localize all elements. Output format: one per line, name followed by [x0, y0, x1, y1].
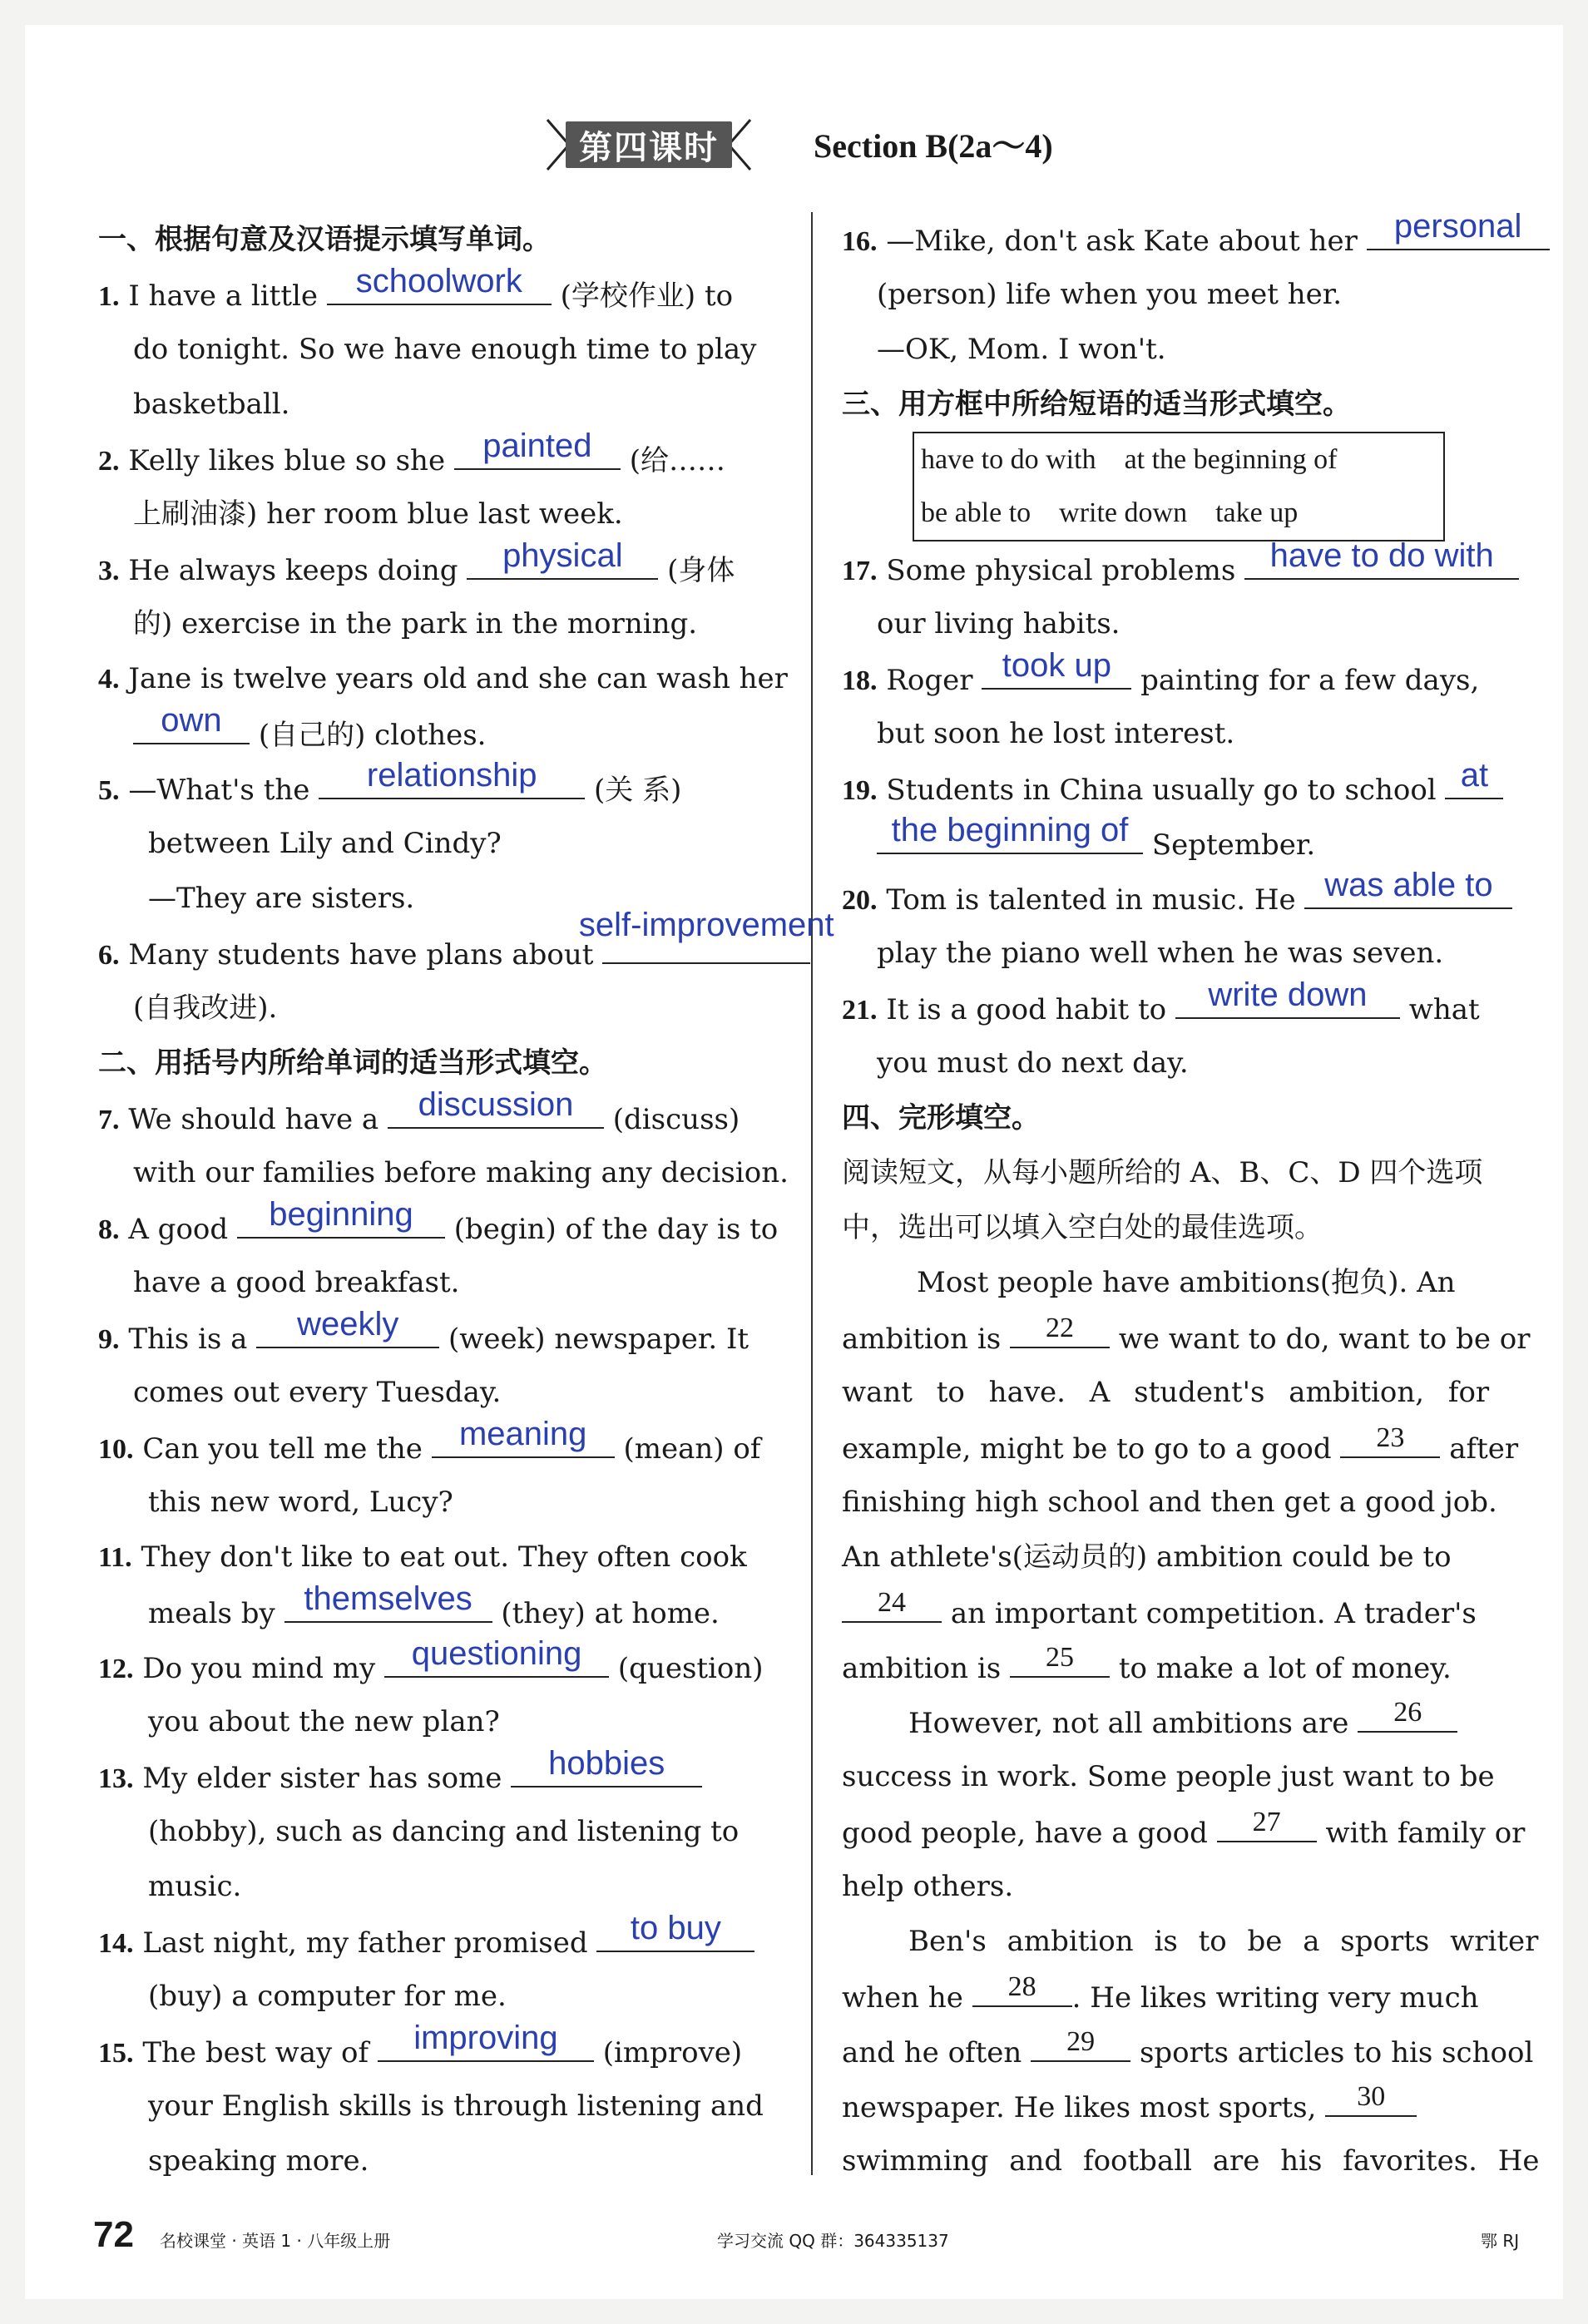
q10-text-b: (mean) of [623, 1432, 761, 1466]
q10-number: 10. [98, 1434, 134, 1465]
blank-22-number: 22 [1046, 1313, 1074, 1343]
q3-line2: 的) exercise in the park in the morning. [133, 607, 698, 640]
q13-blank[interactable] [511, 1745, 702, 1788]
q5-answer: relationship [366, 757, 537, 794]
passage-15a: and he often [842, 2036, 1022, 2069]
q12-text-a: Do you mind my [142, 1652, 376, 1685]
left-column [98, 212, 834, 2188]
blank-26[interactable] [1358, 1694, 1457, 1733]
passage-11b: with family or [1325, 1817, 1526, 1850]
passage-9a: However, not all ambitions are [908, 1707, 1349, 1740]
q6-text-a: Many students have plans about [128, 938, 594, 972]
q2-text-a: Kelly likes blue so she [128, 444, 446, 477]
blank-26-number: 26 [1393, 1697, 1422, 1728]
q6-line2: (自我改进). [133, 991, 278, 1025]
passage-line-13: Ben's ambition is to be a sports writer [908, 1925, 1539, 1958]
q11-text-c: (they) at home. [501, 1597, 720, 1630]
q19-blank-2[interactable] [877, 812, 1143, 854]
q19-answer-2: the beginning of [891, 812, 1129, 848]
passage-line-8 [842, 1639, 1520, 1694]
q12-answer: questioning [411, 1635, 582, 1672]
q20-blank[interactable] [1304, 867, 1512, 909]
passage-line-10: success in work. Some people just want to be [842, 1760, 1495, 1793]
q8-blank[interactable] [237, 1196, 445, 1239]
q18-blank[interactable] [982, 647, 1131, 690]
qq-group: 学习交流 QQ 群：364335137 [717, 2231, 949, 2251]
q21-number: 21. [842, 995, 878, 1026]
passage-2a: ambition is [842, 1323, 1002, 1356]
edition-label: 鄂 RJ [1481, 2231, 1520, 2251]
q21-line1 [842, 977, 1520, 1036]
blank-27[interactable] [1217, 1804, 1317, 1842]
passage-line-5: finishing high school and then get a good job. [842, 1486, 1497, 1519]
q4-blank[interactable] [133, 702, 250, 744]
q12-text-b: (question) [617, 1652, 764, 1685]
passage-line-9 [842, 1694, 1520, 1749]
q19-answer-1: at [1460, 757, 1489, 794]
passage-4b: after [1449, 1432, 1519, 1466]
passage-line-2 [842, 1310, 1531, 1365]
lesson-label: 第四课时 [579, 128, 719, 167]
passage-line-1: Most people have ambitions(抱负). An [917, 1266, 1456, 1299]
blank-23[interactable] [1340, 1420, 1440, 1458]
q3-line1 [98, 537, 780, 596]
q14-number: 14. [98, 1928, 134, 1959]
q5-text-b: (关 系) [594, 774, 682, 807]
q16-blank[interactable] [1367, 208, 1550, 250]
q7-line1 [98, 1086, 780, 1145]
q17-line1 [842, 537, 1520, 596]
passage-8b: to make a lot of money. [1118, 1652, 1452, 1685]
q2-number: 2. [98, 446, 120, 477]
q3-number: 3. [98, 556, 120, 586]
q15-answer: improving [413, 2020, 558, 2056]
passage-line-4 [842, 1420, 1520, 1475]
q8-text-b: (begin) of the day is to [453, 1213, 779, 1246]
passage-line-16 [842, 2079, 1520, 2134]
q15-text-a: The best way of [142, 2036, 369, 2069]
page-number: 72 [93, 2214, 134, 2255]
q2-blank[interactable] [454, 428, 621, 470]
q5-number: 5. [98, 775, 120, 806]
q7-blank[interactable] [388, 1086, 604, 1129]
q20-number: 20. [842, 885, 878, 916]
q8-number: 8. [98, 1214, 120, 1245]
passage-line-11 [842, 1804, 1526, 1859]
passage-line-14 [842, 1969, 1520, 2024]
blank-30-number: 30 [1357, 2081, 1386, 2112]
blank-23-number: 23 [1376, 1422, 1405, 1453]
q8-line1 [98, 1196, 780, 1255]
part3-title: 三、用方框中所给短语的适当形式填空。 [842, 388, 1351, 421]
q8-line2: have a good breakfast. [133, 1266, 460, 1299]
q13-line2: (hobby), such as dancing and listening to [148, 1815, 740, 1848]
q9-text-a: This is a [128, 1323, 248, 1356]
blank-25-number: 25 [1046, 1642, 1074, 1673]
passage-14a: when he [842, 1981, 963, 2015]
blank-25[interactable] [1010, 1639, 1110, 1678]
q1-text-a: I have a little [128, 279, 319, 313]
q4-text-b: (自己的) clothes. [258, 719, 487, 752]
q15-line2: your English skills is through listening and [148, 2089, 764, 2123]
q18-text-b: painting for a few days, [1140, 664, 1480, 697]
passage-line-3: want to have. A student's ambition, for [842, 1376, 1490, 1409]
blank-28-number: 28 [1007, 1971, 1036, 2002]
q9-text-b: (week) newspaper. It [448, 1323, 749, 1356]
q12-line1 [98, 1635, 780, 1694]
q21-blank[interactable] [1175, 977, 1400, 1019]
q3-blank[interactable] [467, 537, 658, 580]
part4-title: 四、完形填空。 [842, 1101, 1040, 1135]
q11-number: 11. [98, 1542, 132, 1573]
q21-line2: you must do next day. [877, 1046, 1189, 1080]
q14-line1 [98, 1910, 780, 1969]
q3-text-a: He always keeps doing [128, 554, 458, 587]
q7-text-a: We should have a [128, 1103, 379, 1136]
passage-8a: ambition is [842, 1652, 1002, 1685]
q3-answer: physical [502, 537, 623, 574]
q7-number: 7. [98, 1105, 120, 1135]
q14-answer: to buy [630, 1910, 721, 1946]
q15-blank[interactable] [378, 2020, 594, 2062]
passage-7: an important competition. A trader's [950, 1597, 1477, 1630]
passage-11a: good people, have a good [842, 1817, 1208, 1850]
q5-blank[interactable] [319, 757, 585, 799]
q6-line1 [98, 907, 834, 981]
q1-answer: schoolwork [355, 263, 522, 299]
q16-text-a: —Mike, don't ask Kate about her [886, 225, 1358, 258]
q18-number: 18. [842, 665, 878, 696]
passage-line-15 [842, 2024, 1534, 2079]
q1-text-b: (学校作业) to [560, 279, 734, 313]
q14-blank[interactable] [596, 1910, 754, 1952]
q20-line2: play the piano well when he was seven. [877, 937, 1444, 970]
passage-line-6: An athlete's(运动员的) ambition could be to [842, 1540, 1452, 1574]
q4-line2 [98, 702, 780, 761]
q2-text-b: (给…… [629, 444, 725, 477]
part2-title: 二、用括号内所给单词的适当形式填空。 [98, 1046, 607, 1080]
q8-answer: beginning [269, 1196, 413, 1233]
q13-number: 13. [98, 1763, 134, 1794]
q1-line3: basketball. [133, 388, 290, 421]
q17-line2: our living habits. [877, 607, 1121, 640]
phrase-row-1: have to do with at the beginning of [921, 444, 1338, 475]
q19-line2 [842, 812, 1520, 871]
q9-blank[interactable] [256, 1306, 439, 1348]
q19-text-b: September. [1151, 828, 1316, 862]
q17-number: 17. [842, 556, 878, 586]
q16-line2: (person) life when you meet her. [877, 278, 1343, 311]
q2-line1 [98, 428, 780, 487]
q19-line1 [842, 757, 1520, 816]
phrase-box [913, 432, 1445, 541]
q6-answer: self-improvement [578, 907, 834, 943]
blank-24-number: 24 [878, 1587, 906, 1618]
q13-text-a: My elder sister has some [142, 1762, 502, 1795]
q7-text-b: (discuss) [612, 1103, 740, 1136]
q3-text-b: (身体 [667, 554, 735, 587]
blank-28[interactable] [972, 1969, 1072, 2007]
q17-blank[interactable] [1244, 537, 1519, 580]
q16-line3: —OK, Mom. I won't. [877, 333, 1166, 366]
q5-line2: between Lily and Cindy? [148, 827, 502, 860]
q6-blank[interactable] [578, 907, 834, 964]
q13-line3: music. [148, 1870, 242, 1903]
lesson-badge [532, 118, 765, 171]
q13-answer: hobbies [548, 1745, 665, 1782]
section-title: Section B(2a～4) [814, 127, 1053, 165]
q11-text-a: They don't like to eat out. They often cook [141, 1540, 747, 1574]
q10-line1 [98, 1416, 780, 1475]
blank-30[interactable] [1325, 2079, 1417, 2117]
q1-line2: do tonight. So we have enough time to play [133, 333, 757, 366]
q17-answer: have to do with [1269, 537, 1494, 574]
q16-answer: personal [1393, 208, 1522, 245]
part1-title: 一、根据句意及汉语提示填写单词。 [98, 223, 551, 256]
q18-line2: but soon he lost interest. [877, 717, 1235, 750]
passage-14b: . He likes writing very much [1071, 1981, 1479, 2015]
q19-number: 19. [842, 775, 878, 806]
blank-27-number: 27 [1252, 1807, 1281, 1837]
q18-line1 [842, 647, 1520, 706]
passage-line-12: help others. [842, 1870, 1014, 1903]
q10-answer: meaning [458, 1416, 587, 1452]
q18-answer: took up [1002, 647, 1111, 684]
instruction-2: 中，选出可以填入空白处的最佳选项。 [842, 1211, 1323, 1244]
q1-line1 [98, 263, 780, 322]
q10-text-a: Can you tell me the [142, 1432, 423, 1466]
passage-16a: newspaper. He likes most sports, [842, 2091, 1317, 2124]
q7-line2: with our families before making any decision. [133, 1156, 789, 1189]
q15-line3: speaking more. [148, 2144, 369, 2178]
q14-text-a: Last night, my father promised [142, 1926, 588, 1960]
blank-29[interactable] [1031, 2024, 1130, 2062]
q1-number: 1. [98, 281, 120, 312]
q15-text-b: (improve) [602, 2036, 743, 2069]
book-title: 名校课堂 · 英语 1 · 八年级上册 [160, 2231, 391, 2251]
q21-text-a: It is a good habit to [886, 993, 1167, 1026]
q9-answer: weekly [297, 1306, 399, 1342]
q20-answer: was able to [1324, 867, 1493, 903]
right-column [842, 208, 1540, 2188]
q21-text-b: what [1408, 993, 1480, 1026]
q11-blank[interactable] [284, 1580, 492, 1623]
q8-text-a: A good [128, 1213, 229, 1246]
q7-answer: discussion [418, 1086, 574, 1123]
q15-line1 [98, 2020, 780, 2079]
q18-text-a: Roger [886, 664, 973, 697]
q4-number: 4. [98, 664, 120, 695]
q5-text-a: —What's the [128, 774, 310, 807]
q21-answer: write down [1208, 977, 1368, 1013]
q12-line2: you about the new plan? [148, 1705, 500, 1738]
q10-line2: this new word, Lucy? [148, 1486, 453, 1519]
q11-text-b: meals by [148, 1597, 275, 1630]
passage-line-17: swimming and football are his favorites. He [842, 2144, 1540, 2178]
passage-2b: we want to do, want to be or [1118, 1323, 1531, 1356]
q12-number: 12. [98, 1654, 134, 1684]
q4-answer: own [161, 702, 222, 739]
passage-15b: sports articles to his school [1139, 2036, 1534, 2069]
q9-number: 9. [98, 1324, 120, 1355]
q11-line2 [98, 1580, 780, 1639]
q12-blank[interactable] [384, 1635, 609, 1678]
q15-number: 15. [98, 2038, 134, 2069]
q13-line1 [98, 1745, 780, 1804]
blank-24[interactable] [842, 1585, 942, 1623]
passage-line-7 [842, 1585, 1520, 1639]
q2-answer: painted [482, 428, 592, 464]
q2-line2: 上刷油漆) her room blue last week. [133, 497, 623, 531]
q4-line1 [98, 651, 788, 706]
q20-text-a: Tom is talented in music. He [886, 883, 1296, 917]
q11-line1 [98, 1530, 780, 1585]
q10-blank[interactable] [432, 1416, 615, 1458]
q5-line3: —They are sisters. [148, 882, 415, 915]
instruction-1: 阅读短文，从每小题所给的 A、B、C、D 四个选项 [842, 1156, 1483, 1189]
q14-line2: (buy) a computer for me. [148, 1980, 507, 2013]
q4-text-a: Jane is twelve years old and she can wash her [128, 662, 788, 695]
q20-line1 [842, 867, 1520, 926]
q16-line1 [842, 208, 1522, 267]
q17-text-a: Some physical problems [886, 554, 1236, 587]
q5-line1 [98, 757, 780, 816]
q9-line1 [98, 1306, 780, 1365]
column-divider [811, 212, 813, 2175]
lesson-header [0, 100, 1588, 191]
passage-4a: example, might be to go to a good [842, 1432, 1332, 1466]
phrase-row-2: be able to write down take up [921, 497, 1299, 528]
q19-text-a: Students in China usually go to school [886, 774, 1437, 807]
blank-29-number: 29 [1066, 2026, 1096, 2057]
q9-line2: comes out every Tuesday. [133, 1376, 502, 1409]
q1-blank[interactable] [327, 263, 552, 305]
q19-blank-1[interactable] [1445, 757, 1503, 799]
q6-number: 6. [98, 940, 120, 971]
q11-answer: themselves [304, 1580, 472, 1617]
q16-number: 16. [842, 226, 878, 257]
blank-22[interactable] [1010, 1310, 1110, 1348]
